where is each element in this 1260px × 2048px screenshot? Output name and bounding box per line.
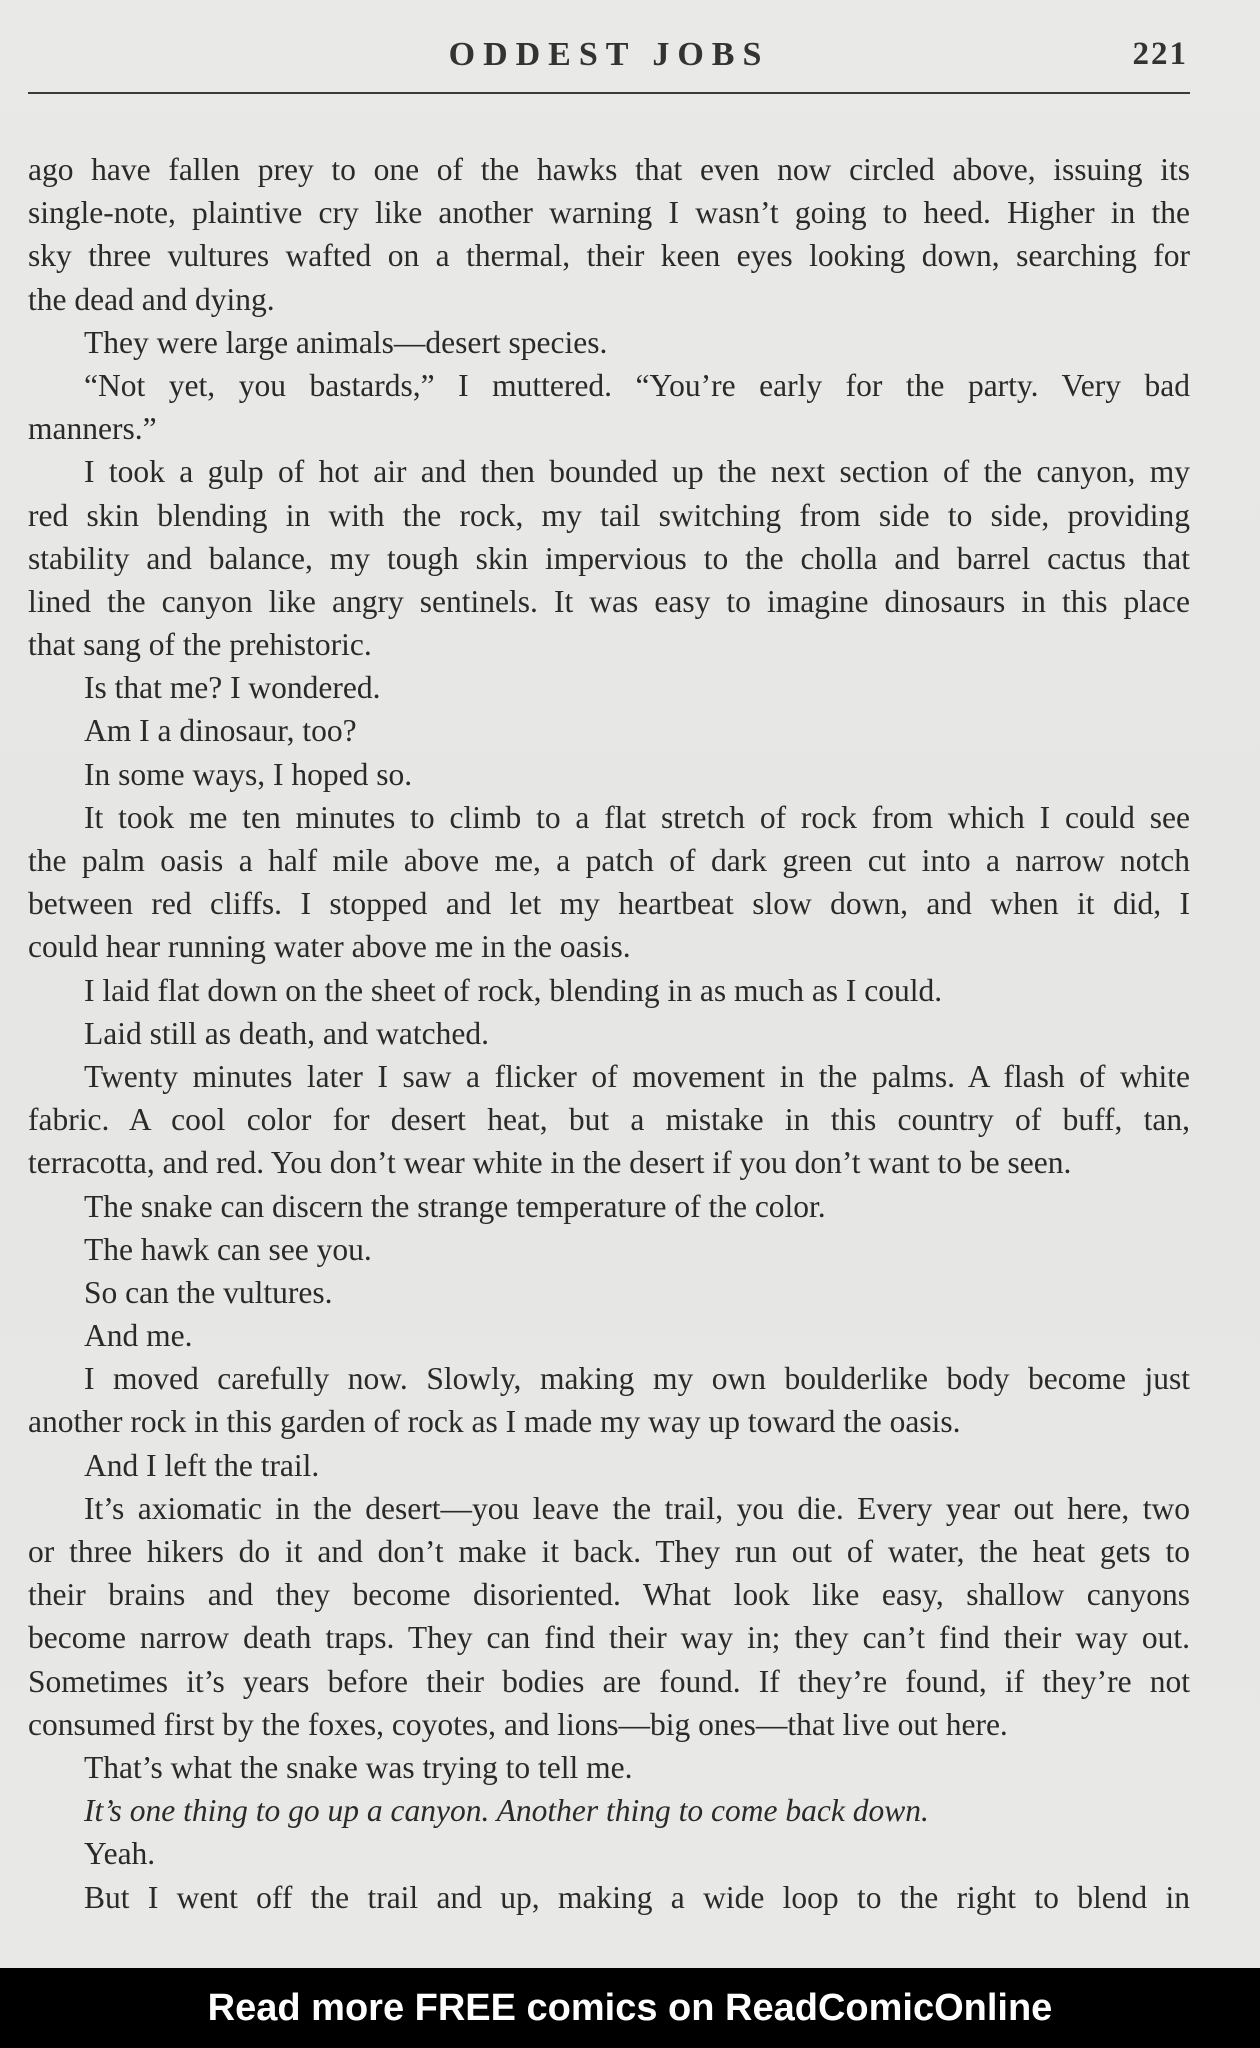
text-line: red skin blending in with the rock, my tail switching from side to side, providing	[28, 497, 1190, 533]
text-line: terracotta, and red. You don’t wear white in the desert if you don’t want to be seen.	[28, 1145, 1072, 1181]
text-line: single-note, plaintive cry like another warning I wasn’t going to heed. Higher in the	[28, 195, 1190, 231]
text-line: or three hikers do it and don’t make it back. They run out of water, the heat gets to	[28, 1534, 1190, 1569]
text-line: The snake can discern the strange temperature of the color.	[84, 1188, 826, 1224]
text-line: It’s one thing to go up a canyon. Another thing to come back down.	[84, 1793, 929, 1829]
text-line: become narrow death traps. They can find their way in; they can’t find their way out.	[28, 1620, 1190, 1656]
text-line: I laid flat down on the sheet of rock, blending in as much as I could.	[84, 972, 943, 1008]
text-line: ago have fallen prey to one of the hawks that even now circled above, issuing its	[28, 152, 1190, 187]
text-line: Sometimes it’s years before their bodies are found. If they’re found, if they’re not	[28, 1663, 1190, 1699]
text-line: But I went off the trail and up, making a wide loop to the right to blend in	[84, 1879, 1190, 1915]
running-head: ODDEST JOBS	[448, 36, 770, 73]
text-line: stability and balance, my tough skin impervious to the cholla and barrel cactus that	[28, 540, 1190, 576]
page-header	[28, 36, 1190, 94]
text-line: consumed first by the foxes, coyotes, and lions—big ones—that live out here.	[28, 1706, 1008, 1742]
text-line: fabric. A cool color for desert heat, but a mistake in this country of buff, tan,	[28, 1102, 1190, 1138]
text-line: their brains and they become disoriented. What look like easy, shallow canyons	[28, 1577, 1190, 1613]
text-line: the dead and dying.	[28, 281, 275, 317]
text-line: lined the canyon like angry sentinels. It was easy to imagine dinosaurs in this place	[28, 583, 1190, 619]
text-line: another rock in this garden of rock as I made my way up toward the oasis.	[28, 1404, 961, 1440]
text-line: I moved carefully now. Slowly, making my own boulderlike body become just	[84, 1361, 1190, 1397]
text-line: And me.	[84, 1318, 193, 1354]
text-line: Is that me? I wondered.	[84, 670, 381, 706]
text-line: between red cliffs. I stopped and let my heartbeat slow down, and when it did, I	[28, 886, 1190, 922]
text-line: That’s what the snake was trying to tell me.	[84, 1749, 633, 1785]
text-line: So can the vultures.	[84, 1274, 333, 1310]
text-line: The hawk can see you.	[84, 1231, 372, 1267]
text-line: manners.”	[28, 411, 157, 447]
text-line: It’s axiomatic in the desert—you leave the trail, you die. Every year out here, two	[84, 1490, 1190, 1526]
text-line: It took me ten minutes to climb to a flat stretch of rock from which I could see	[84, 799, 1190, 835]
text-line: Yeah.	[84, 1836, 156, 1872]
text-line: sky three vultures wafted on a thermal, their keen eyes looking down, searching for	[28, 238, 1190, 274]
text-line: that sang of the prehistoric.	[28, 627, 372, 663]
text-line: Twenty minutes later I saw a flicker of movement in the palms. A flash of white	[84, 1058, 1190, 1094]
body-text	[28, 148, 1190, 1919]
promo-banner[interactable]	[0, 1968, 1260, 2048]
text-line: They were large animals—desert species.	[84, 324, 608, 360]
text-line: could hear running water above me in the oasis.	[28, 929, 631, 965]
text-line: “Not yet, you bastards,” I muttered. “You’re early for the party. Very bad	[84, 367, 1190, 403]
text-line: I took a gulp of hot air and then bounded up the next section of the canyon, my	[84, 454, 1190, 490]
text-line: In some ways, I hoped so.	[84, 756, 413, 792]
text-line: Am I a dinosaur, too?	[84, 713, 357, 749]
text-line: Laid still as death, and watched.	[84, 1015, 489, 1051]
text-line: the palm oasis a half mile above me, a patch of dark green cut into a narrow notch	[28, 843, 1190, 878]
page-number: 221	[1132, 36, 1188, 72]
promo-banner-text[interactable]: Read more FREE comics on ReadComicOnline	[207, 1987, 1053, 2029]
text-line: And I left the trail.	[84, 1447, 320, 1483]
